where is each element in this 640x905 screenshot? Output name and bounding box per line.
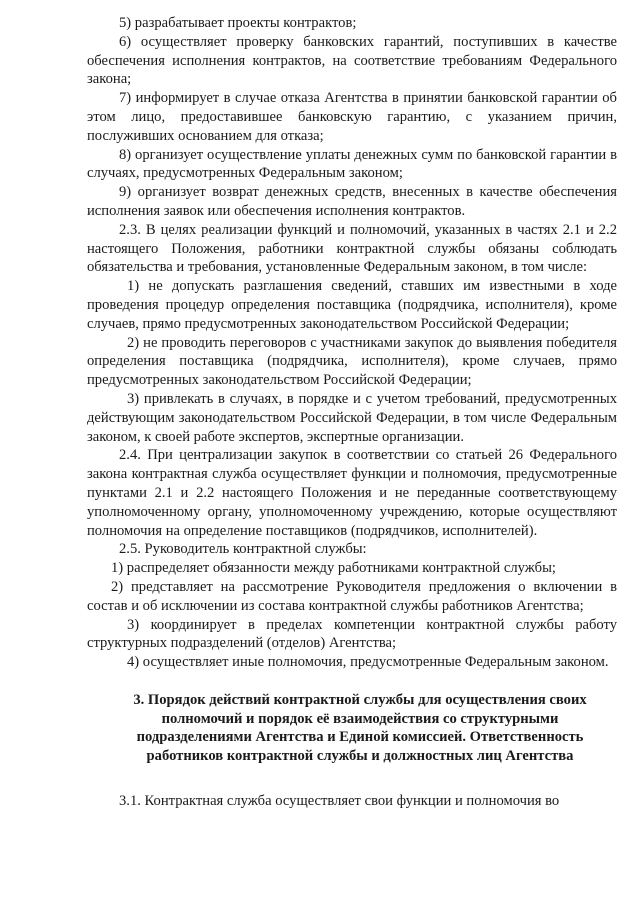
paragraph-5: 5) разрабатывает проекты контрактов; bbox=[119, 15, 357, 31]
paragraph-2-4: 2.4. При централизации закупок в соответствии со статьей 26 Федерального закона контрактная служба осуществляет функции и полномочия, предусмотренные пунктами 2.1 и 2.2 настоящего Положения и не переданные соответствующему уполномоченному органу, уполномоченному учреждению, которые осуществляют полномочия на определение поставщиков (подрядчиков, исполнителей). bbox=[87, 447, 617, 539]
section-heading: 3. Порядок действий контрактной службы для осуществления своих полномочий и порядок её взаимодействия со структурными подразделениями Агентства и Единой комиссией. Ответственность работников контрактной службы и должностных лиц Агентства bbox=[133, 691, 587, 765]
paragraph-9: 9) организует возврат денежных средств, внесенных в качестве обеспечения исполнения заявок или обеспечения исполнения контрактов. bbox=[87, 184, 617, 219]
paragraph-8: 8) организует осуществление уплаты денежных сумм по банковской гарантии в случаях, предусмотренных Федеральным законом; bbox=[87, 146, 617, 182]
paragraph-list bbox=[87, 14, 617, 672]
document-page bbox=[87, 14, 617, 811]
paragraph-2-5-2: 2) представляет на рассмотрение Руководителя предложения о включении в состав и об исключении из состава контрактной службы работников Агентства; bbox=[87, 578, 617, 614]
paragraph-2-3-3: 3) привлекать в случаях, в порядке и с учетом требований, предусмотренных действующим законодательством Российской Федерации, в том числе Федеральным законом, к своей работе экспертов, экспертные организации. bbox=[87, 390, 617, 445]
paragraph-2-5: 2.5. Руководитель контрактной службы: bbox=[119, 541, 367, 558]
paragraph-2-5-3: 3) координирует в пределах компетенции контрактной службы работу структурных подразделений (отделов) Агентства; bbox=[87, 616, 617, 652]
paragraph-2-5-4: 4) осуществляет иные полномочия, предусмотренные Федеральным законом. bbox=[127, 654, 609, 671]
paragraph-6: 6) осуществляет проверку банковских гарантий, поступивших в качестве обеспечения исполнения контрактов, на соответствие требованиям Федерального закона; bbox=[87, 33, 617, 88]
paragraph-7: 7) информирует в случае отказа Агентства в принятии банковской гарантии об этом лицо, предоставившее банковскую гарантию, с указанием причин, послуживших основанием для отказа; bbox=[87, 90, 617, 144]
paragraph-2-3: 2.3. В целях реализации функций и полномочий, указанных в частях 2.1 и 2.2 настоящего Положения, работники контрактной службы обязаны соблюдать обязательства и требования, установленные Федеральным законом, в том числе: bbox=[87, 221, 617, 276]
paragraph-2-3-1: 1) не допускать разглашения сведений, ставших им известными в ходе проведения процедур определения поставщика (подрядчика, исполнителя), кроме случаев, прямо предусмотренных законодательством Российской Федерации; bbox=[87, 278, 617, 332]
paragraph-2-5-1: 1) распределяет обязанности между работниками контрактной службы; bbox=[111, 560, 556, 577]
closing-paragraph: 3.1. Контрактная служба осуществляет свои функции и полномочия во bbox=[119, 793, 560, 810]
paragraph-2-3-2: 2) не проводить переговоров с участниками закупок до выявления победителя определения поставщика (подрядчика, исполнителя), кроме случаев, прямо предусмотренных законодательством Российской Федерации; bbox=[87, 334, 617, 389]
